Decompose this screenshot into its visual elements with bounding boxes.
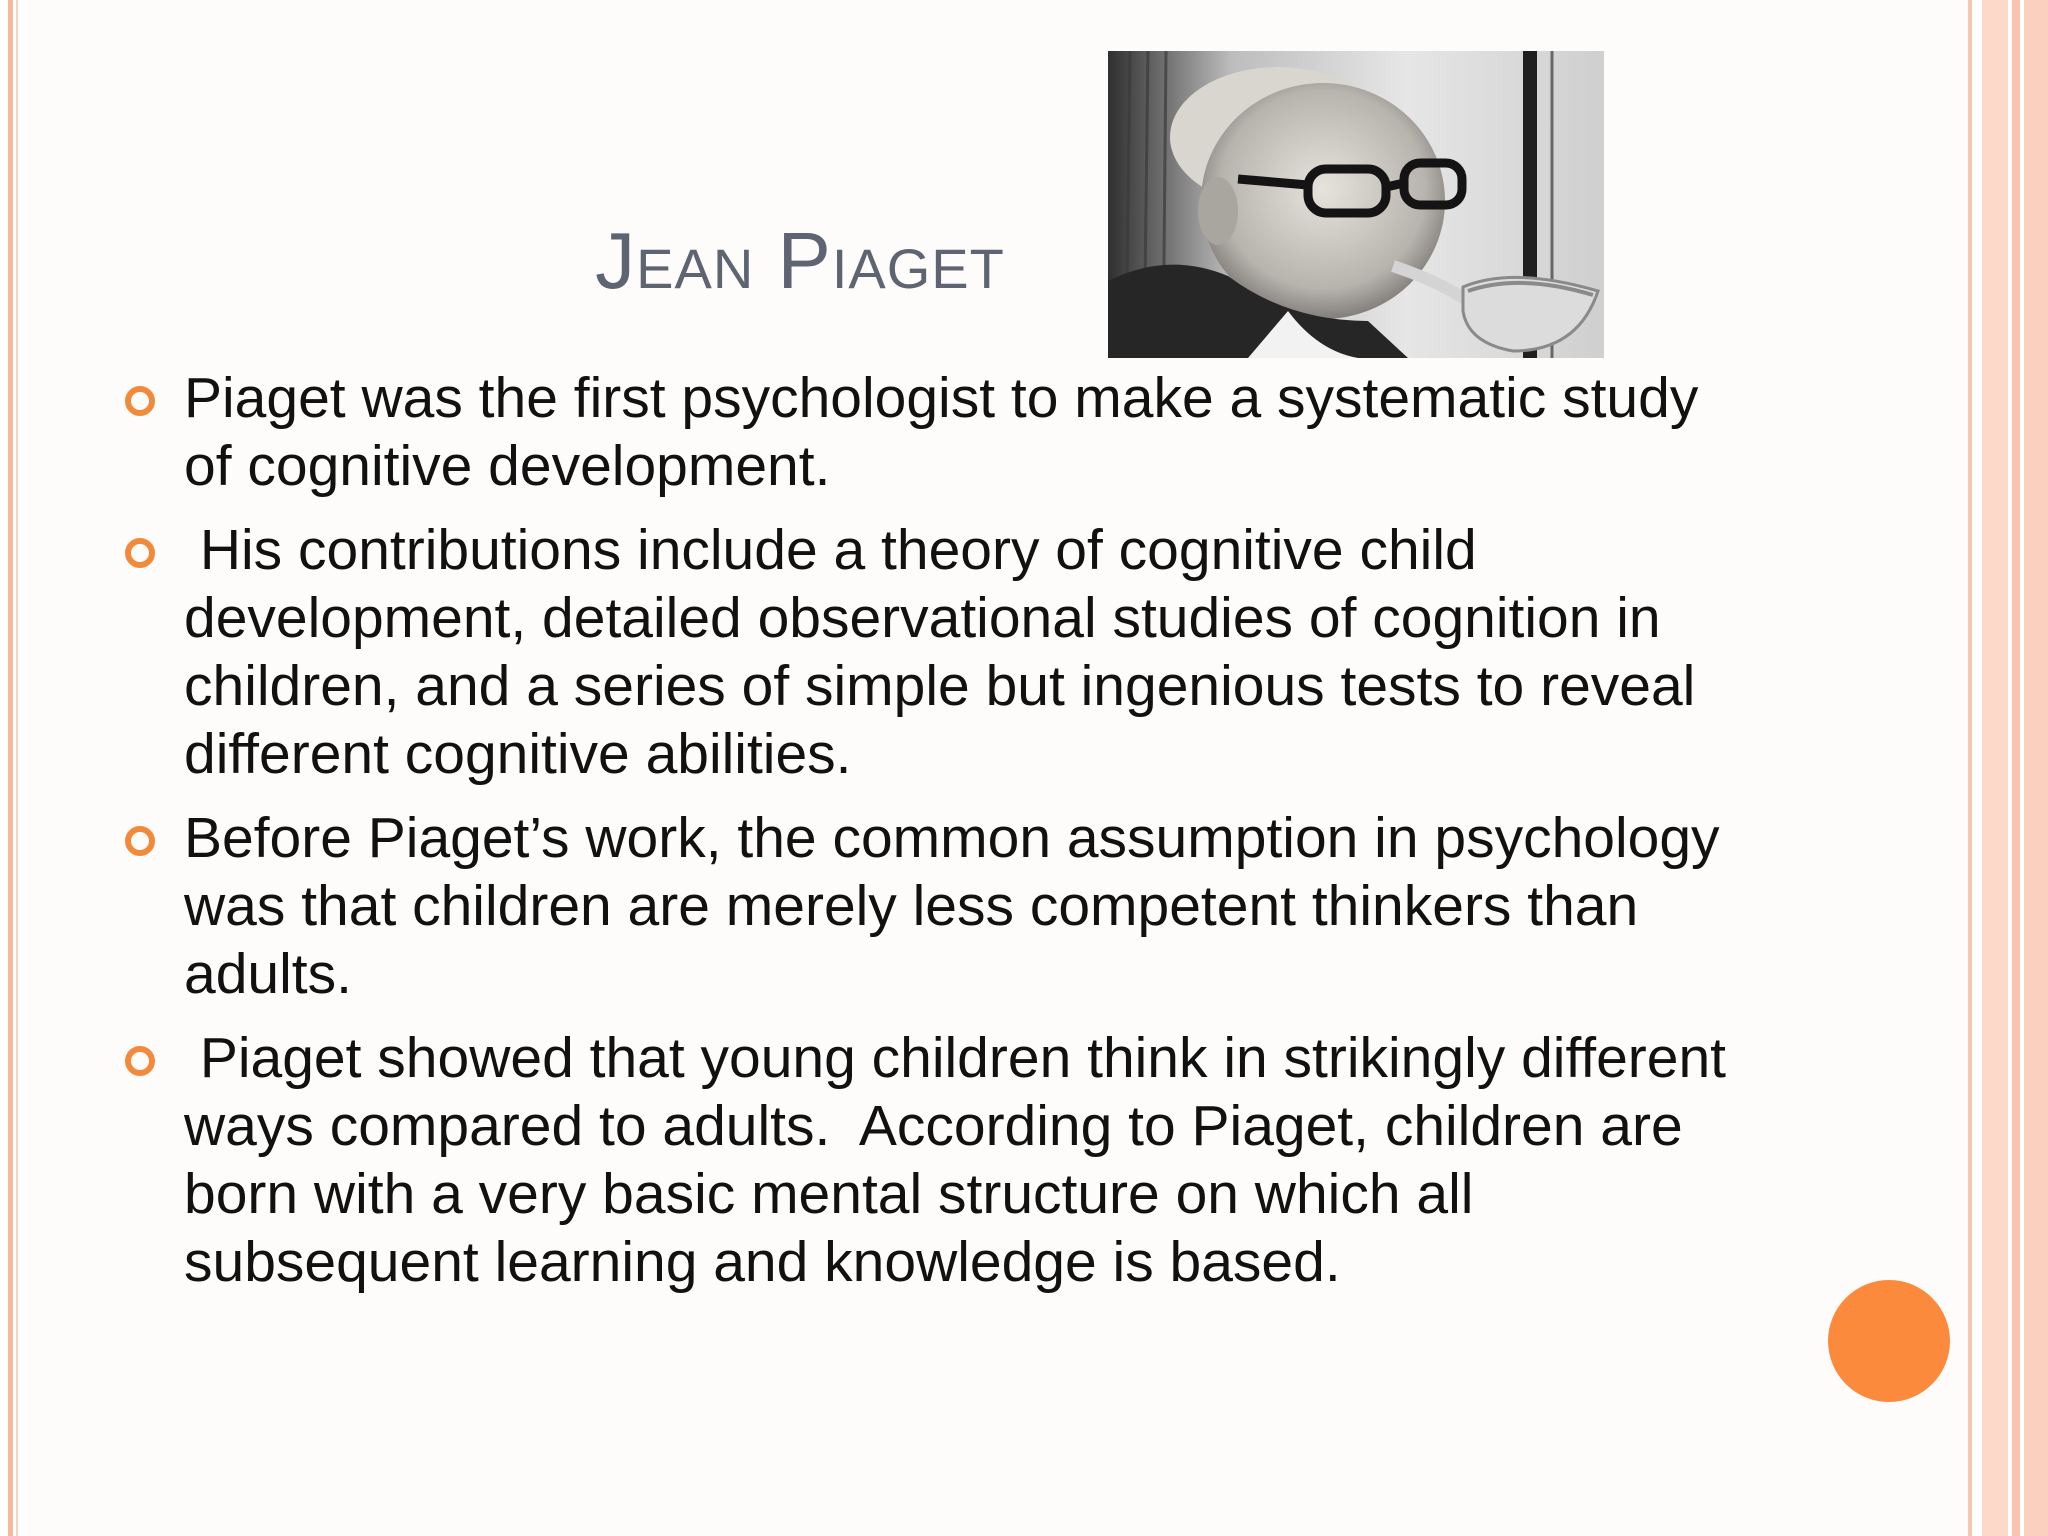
portrait-photo bbox=[1108, 51, 1604, 358]
bullet-text: His contributions include a theory of cognitive child development, detailed observational studies of cognition in children, and a series of simple but ingenious tests to reveal different cognitive abilities. bbox=[184, 518, 1712, 786]
bullet-circle-icon bbox=[125, 386, 155, 416]
right-decorative-border bbox=[1968, 0, 2048, 1536]
bullet-circle-icon bbox=[125, 538, 155, 568]
decorative-circle bbox=[1828, 1280, 1950, 1402]
bullet-item bbox=[120, 1024, 1760, 1296]
bullet-list bbox=[120, 364, 1760, 1312]
bullet-circle-icon bbox=[125, 1046, 155, 1076]
bullet-text: Piaget showed that young children think in strikingly different ways compared to adults. According to Piaget, children are born with a very basic mental structure on which all subsequent learning and knowledge is based. bbox=[184, 1026, 1742, 1294]
bullet-circle-icon bbox=[125, 826, 155, 856]
bullet-text: Before Piaget’s work, the common assumption in psychology was that children are merely less competent thinkers than adults. bbox=[184, 806, 1720, 1006]
bullet-item bbox=[120, 516, 1760, 788]
portrait-illustration bbox=[1108, 51, 1604, 358]
bullet-text: Piaget was the first psychologist to make a systematic study of cognitive development. bbox=[184, 366, 1699, 498]
slide-title: Jean Piaget bbox=[595, 216, 1005, 305]
left-decorative-border bbox=[0, 0, 26, 1536]
bullet-item bbox=[120, 364, 1760, 500]
bullet-item bbox=[120, 804, 1760, 1008]
